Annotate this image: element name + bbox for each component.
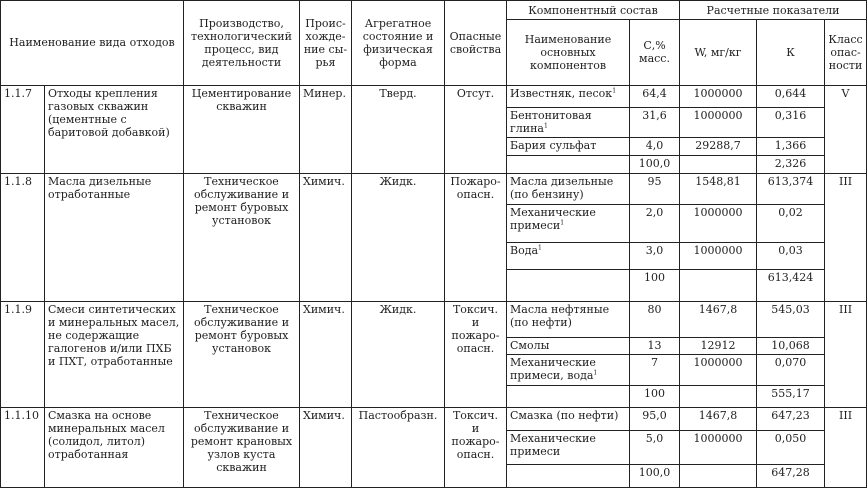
component-w: 1000000 (680, 242, 757, 269)
component-name (507, 430, 630, 464)
component-name (507, 204, 630, 242)
total-w (680, 270, 757, 302)
component-name-text: Вода (510, 243, 539, 257)
hazard: Отсут. (445, 85, 507, 174)
component-k: 10,068 (757, 337, 825, 354)
hazard: Токсич. и пожаро-опасн. (445, 302, 507, 408)
process: Техническое обслуживание и ремонт крановых узлов куста скважин (184, 407, 300, 487)
header-state: Агрегатное состояние и физическая форма (352, 1, 445, 86)
component-w: 29288,7 (680, 138, 757, 156)
component-row (1, 302, 867, 338)
header-hazard-class: Класс опас-ности (825, 20, 867, 86)
component-w: 1000000 (680, 430, 757, 464)
waste-name: Смазка на основе минеральных масел (солидол, литол) отработанная (45, 407, 184, 487)
state: Жидк. (352, 302, 445, 408)
row-code: 1.1.10 (1, 407, 45, 487)
component-k: 1,366 (757, 138, 825, 156)
hazard: Токсич. и пожаро-опасн. (445, 407, 507, 487)
footnote-mark: 1 (543, 122, 548, 130)
component-row (1, 407, 867, 430)
component-name-text: Смазка (по нефти) (510, 408, 619, 422)
component-name-text: Бария сульфат (510, 139, 597, 153)
component-name-text: Масла дизельные (по бензину) (510, 175, 614, 202)
component-content: 2,0 (630, 204, 680, 242)
footnote-mark: 1 (593, 369, 598, 377)
component-name (507, 242, 630, 269)
component-k: 647,23 (757, 407, 825, 430)
component-k: 0,070 (757, 354, 825, 386)
total-label (507, 386, 630, 407)
header-calc: Расчетные показатели (680, 1, 867, 20)
component-name-text: Механические примеси (510, 431, 596, 458)
header-origin: Проис-хожде-ние сы-рья (300, 1, 352, 86)
table-body (1, 85, 867, 488)
total-w (680, 464, 757, 487)
row-code: 1.1.7 (1, 85, 45, 174)
component-content: 3,0 (630, 242, 680, 269)
component-k: 613,374 (757, 174, 825, 205)
state: Пастообразн. (352, 407, 445, 487)
component-k: 0,03 (757, 242, 825, 269)
total-label (507, 270, 630, 302)
total-content: 100 (630, 386, 680, 407)
header-w: W, мг/кг (680, 20, 757, 86)
component-name (507, 354, 630, 386)
component-content: 13 (630, 337, 680, 354)
process: Техническое обслуживание и ремонт буровых установок (184, 302, 300, 408)
component-w: 12912 (680, 337, 757, 354)
component-content: 5,0 (630, 430, 680, 464)
component-name (507, 138, 630, 156)
origin: Химич. (300, 174, 352, 302)
hazard-class: III (825, 174, 867, 302)
waste-name: Смеси синтетических и минеральных масел, не содержащие галогенов и/или ПХБ и ПХТ, отработанные (45, 302, 184, 408)
component-name (507, 302, 630, 338)
header-composition: Компонентный состав (507, 1, 680, 20)
waste-name: Отходы крепления газовых скважин (цементные с баритовой добавкой) (45, 85, 184, 174)
component-k: 0,316 (757, 107, 825, 138)
total-k: 613,424 (757, 270, 825, 302)
component-name (507, 107, 630, 138)
component-k: 0,050 (757, 430, 825, 464)
total-w (680, 156, 757, 174)
component-w: 1467,8 (680, 302, 757, 338)
origin: Химич. (300, 302, 352, 408)
header-content: С,% масс. (630, 20, 680, 86)
row-code: 1.1.9 (1, 302, 45, 408)
component-w: 1548,81 (680, 174, 757, 205)
header-component-name: Наименование основных компонентов (507, 20, 630, 86)
process: Цементирование скважин (184, 85, 300, 174)
process: Техническое обслуживание и ремонт буровых установок (184, 174, 300, 302)
component-name (507, 174, 630, 205)
component-row (1, 174, 867, 205)
hazard-class: III (825, 407, 867, 487)
origin: Химич. (300, 407, 352, 487)
component-name-text: Бентонитовая глина (510, 108, 592, 135)
header-k: К (757, 20, 825, 86)
total-content: 100 (630, 270, 680, 302)
component-name-text: Механические примеси, вода (510, 355, 596, 382)
component-name-text: Известняк, песок (510, 86, 613, 100)
total-label (507, 156, 630, 174)
total-label (507, 464, 630, 487)
component-name (507, 85, 630, 107)
total-w (680, 386, 757, 407)
footnote-mark: 1 (560, 219, 565, 227)
component-w: 1000000 (680, 85, 757, 107)
component-w: 1000000 (680, 354, 757, 386)
component-name-text: Механические примеси (510, 205, 596, 232)
component-content: 95,0 (630, 407, 680, 430)
footnote-mark: 1 (612, 86, 617, 94)
component-k: 545,03 (757, 302, 825, 338)
component-content: 31,6 (630, 107, 680, 138)
total-k: 555,17 (757, 386, 825, 407)
state: Тверд. (352, 85, 445, 174)
total-content: 100,0 (630, 464, 680, 487)
total-k: 647,28 (757, 464, 825, 487)
waste-name: Масла дизельные отработанные (45, 174, 184, 302)
state: Жидк. (352, 174, 445, 302)
origin: Минер. (300, 85, 352, 174)
component-content: 64,4 (630, 85, 680, 107)
component-name-text: Смолы (510, 338, 550, 352)
hazard-class: V (825, 85, 867, 174)
hazard: Пожаро-опасн. (445, 174, 507, 302)
footnote-mark: 1 (538, 244, 542, 252)
component-name (507, 337, 630, 354)
total-content: 100,0 (630, 156, 680, 174)
header-process: Производство, технологический процесс, вид деятельности (184, 1, 300, 86)
component-k: 0,644 (757, 85, 825, 107)
component-content: 95 (630, 174, 680, 205)
component-content: 4,0 (630, 138, 680, 156)
component-content: 80 (630, 302, 680, 338)
hazard-class: III (825, 302, 867, 408)
component-name-text: Масла нефтяные (по нефти) (510, 303, 610, 329)
component-name (507, 407, 630, 430)
component-w: 1467,8 (680, 407, 757, 430)
total-k: 2,326 (757, 156, 825, 174)
component-k: 0,02 (757, 204, 825, 242)
component-content: 7 (630, 354, 680, 386)
header-row-top (1, 1, 867, 20)
component-row (1, 85, 867, 107)
row-code: 1.1.8 (1, 174, 45, 302)
component-w: 1000000 (680, 107, 757, 138)
header-hazard: Опасные свойства (445, 1, 507, 86)
component-w: 1000000 (680, 204, 757, 242)
header-name: Наименование вида отходов (1, 1, 184, 86)
